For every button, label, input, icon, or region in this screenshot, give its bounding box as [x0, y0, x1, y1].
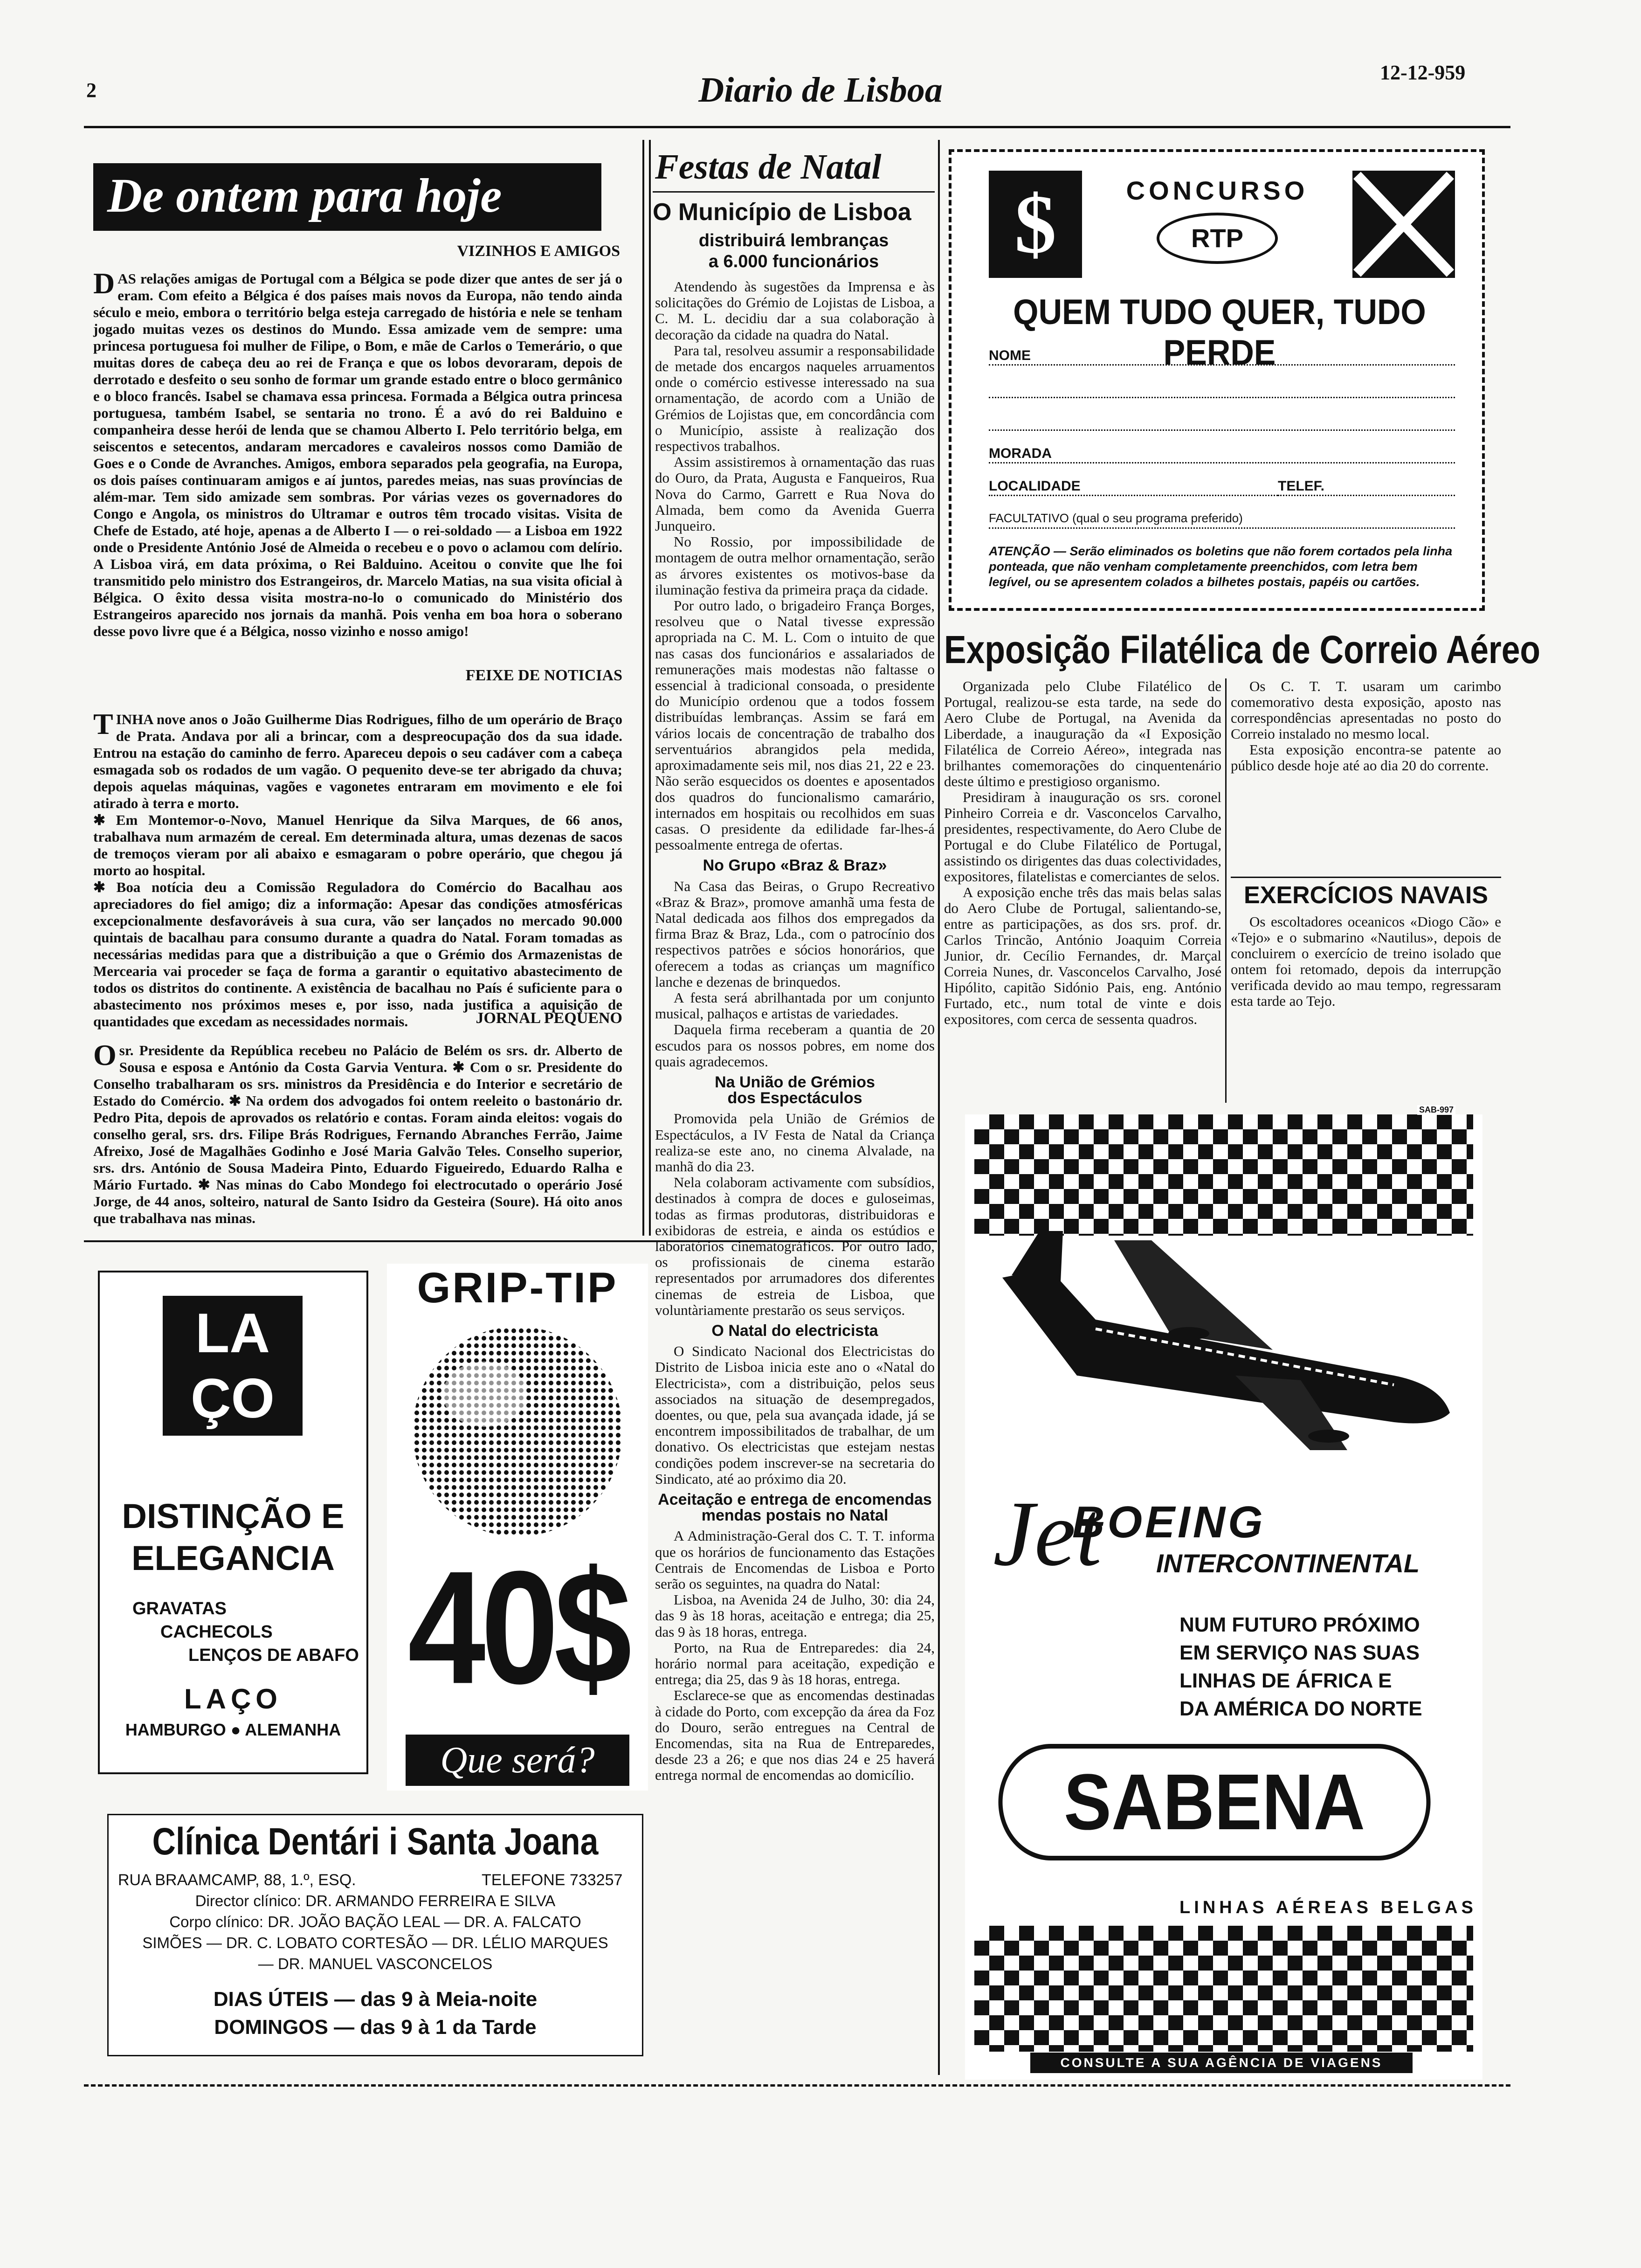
checker-band-top: [974, 1114, 1473, 1236]
festas-p11: O Sindicato Nacional dos Electricistas do Distrito de Lisboa inicia este ano o «Natal do Electricista», com a distribuição, pelos seus associados na situação de desempregados, doentes, ou que, pela sua avançada idade, já se encontrem impossibilitados de trabalhar, de um donativo. Os electricistas que estejam nestas condições podem inscrever-se na secretaria do Sindicato, até ao próximo dia 20.: [655, 1343, 935, 1487]
clinica-director: Director clínico: DR. ARMANDO FERREIRA E SILVA: [195, 1892, 556, 1909]
field-localidade[interactable]: [989, 478, 1278, 496]
exposicao-left-p2: Presidiram à inauguração os srs. coronel Pinheiro Correia e dr. Vasconcelos Carvalho, presidentes, respectivamente, do Aero Clube de Portugal e do Clube Filatélico de Portugal, assistindo os dirigentes das duas colectividades, expositores, filatelistas e comerciantes de selos.: [944, 789, 1221, 885]
festas-headline: O Município de Lisboa: [653, 199, 911, 226]
clinica-staff1: Corpo clínico: DR. JOÃO BAÇÃO LEAL — DR. A. FALCATO: [169, 1913, 581, 1930]
clinica-staff2: SIMÕES — DR. C. LOBATO CORTESÃO — DR. LÉLIO MARQUES: [142, 1934, 608, 1951]
concurso-title: CONCURSO: [1126, 176, 1309, 205]
griptip-ball-graphic: [406, 1320, 629, 1543]
exposicao-left-p3: A exposição enche três das mais belas salas do Aero Clube de Portugal, salientando-se, entre as participações, as dos srs. prof. dr. Carlos Trincão, António Joaquim Correia Junior, dr. Cecílio Fernandes, dr. Marçal Correia Nunes, dr. Vasconcelos Carvalho, José Hipólito, capitão Sidónio Pais, eng. António Furtado, etc., num total de vinte e dois expositores, com cerca de sessenta quadros.: [944, 884, 1221, 1027]
field-nome-line2[interactable]: [989, 380, 1455, 398]
banner-text: De ontem para hoje: [107, 169, 502, 222]
laco-logo-l2: ÇO: [191, 1367, 275, 1430]
festas-p5: Por outro lado, o brigadeiro França Borges, resolveu que o Natal tivesse expressão apropriada na C. M. L. Com o intuito de que nas casas dos funcionários e assalariados de remunerações mais modestas não faltasse o essencial à tradicional consoada, o presidente do Município ordenou que a todos fossem distribuídas lembranças. Assim se fará em vários locais de concentração de trabalho dos serventuários abrangidos pela medida, aproximadamente seis mil, nos dias 21, 22 e 23. Não serão esquecidos os doentes e aposentados dos quadros do funcionalismo camarário, internados em hospitais ou recolhidos em suas casas. O presidente da edilidade far-lhes-á pessoalmente entrega de ofertas.: [655, 597, 935, 853]
field-nome-label: NOME: [989, 348, 1031, 363]
cross-box-graphic: [1352, 171, 1455, 278]
field-facultativo[interactable]: [989, 511, 1455, 529]
festas-h4: O Natal do electricista: [711, 1322, 878, 1340]
festas-h3b: dos Espectáculos: [727, 1089, 862, 1107]
laco-line1: DISTINÇÃO E: [122, 1497, 345, 1535]
sabena-tag2: EM SERVIÇO NAS SUAS: [1179, 1641, 1420, 1664]
exposicao-headline: Exposição Filatélica de Correio Aéreo: [944, 628, 1541, 671]
festas-article: [655, 279, 935, 2083]
article-vizinhos: DAS relações amigas de Portugal com a Bélgica se pode dizer que antes de ser já o eram. Com efeito a Bélgica é dos países mais novos da Europa, não tendo ainda século e meio, embora o território belga esteja carregado de história e nele se tenham jogado muitas vezes os destinos do Mundo. Essa amizade vem de sempre: uma princesa portuguesa foi mulher de Filipe, o Bom, e mãe de Carlos o Temerário, o que muitas dores de cabeça deu ao rei de França e que os lobos devoraram, depois de derrotado e desfeito o seu sonho de formar um grande estado entre o bloco germânico e o bloco francês. Isabel se chamava essa princesa. Formada a Bélgica outra princesa portuguesa, também Isabel, se sentaria no trono. É a avó do rei Balduino e companheira desse herói de lenda que se chamou Alberto I. Pelo território belga, em seiscentos e setecentos, andaram mercadores e cavaleiros nossos como Damião de Goes e o Conde de Avranches. Amigos, embora separados pela geografia, na Europa, os dois países continuaram amigos e aí juntos, paredes meias, nas suas províncias de além-mar. Tem sido amizade sem sombras. Por várias vezes os governadores do Congo e Angola, os ministros do Ultramar e outros têm trocado visitas. Visita de Chefe de Estado, até hoje, apenas a de Alberto I — o rei-soldado — a Lisboa em 1922 onde o Presidente António José de Almeida o recebeu e o povo o aclamou com delírio. A Lisboa virá, em data próxima, o Rei Balduino. Aceitou o convite que lhe foi transmitido pelo ministro dos Estrangeiros, dr. Marcelo Matias, na sua visita oficial à Bélgica. O êxito dessa visita mostra-no-lo o comunicado do Ministério dos Estrangeiros aparecido nos jornais da manhã. Pois venha em boa hora o soberano desse povo livre que é a Bélgica, nosso vizinho e nosso amigo!: [93, 267, 622, 639]
sabena-code: SAB-997: [1417, 1105, 1455, 1115]
masthead: Diario de Lisboa: [698, 70, 943, 110]
laco-item1: GRAVATAS: [132, 1599, 227, 1618]
festas-p12: A Administração-Geral dos C. T. T. informa que os horários de funcionamento das Estações Centrais de Encomendas de Lisboa e Porto serão os seguintes, na quadra do Natal:: [655, 1528, 935, 1592]
festas-p4: No Rossio, por impossibilidade de montagem de outra melhor ornamentação, serão as árvores existentes os motivos-base da iluminação festiva da primeira praça da cidade.: [655, 533, 935, 598]
griptip-ad: [387, 1264, 648, 1791]
festas-h3a: Na União de Grémios: [715, 1073, 875, 1091]
festas-p14: Porto, na Rua de Entreparedes: dia 24, horário normal para aceitação, expedição e entrega; dia 25, das 9 às 18 horas, entrega.: [655, 1639, 935, 1688]
feixe-paragraph-1: TINHA nove anos o João Guilherme Dias Rodrigues, filho de um operário de Braço de Prata. Andava por ali a brincar, com a despreocupação dos da sua idade. Entrou na estação do caminho de ferro. Apareceu depois o seu cadáver com a cabeça esmagada sob os rodados de um vagão. O pequenito deve-se ter abrigado da chuva; depois aquelas máquinas, vagões e vagonetes entraram em movimento e ele foi atirado à terra e morto.: [93, 707, 622, 811]
festas-h5b: mendas postais no Natal: [701, 1507, 889, 1525]
festas-h5a: Aceitação e entrega de encomendas: [658, 1491, 932, 1509]
clinica-hours1: DIAS ÚTEIS — das 9 à Meia-noite: [213, 1988, 538, 2011]
festas-h2: No Grupo «Braz & Braz»: [703, 857, 887, 875]
exposicao-left-column: [944, 678, 1221, 1121]
column-divider-1b: [649, 140, 651, 1236]
laco-ad: [98, 1271, 368, 1774]
exposicao-right-p2: Esta exposição encontra-se patente ao público desde hoje até ao dia 20 do corrente.: [1231, 741, 1501, 774]
laco-location: HAMBURGO ● ALEMANHA: [125, 1720, 341, 1739]
festas-p2: Para tal, resolveu assumir a responsabilidade de metade dos encargos naqueles arruamentos onde o comércio estivesse interessado na sua ornamentação, de acordo com a União de Grémios de Lojistas que, em concordância com o Município, assiste à realização dos respectivos trabalhos.: [655, 342, 935, 455]
exposicao-left-p1: Organizada pelo Clube Filatélico de Portugal, realizou-se esta tarde, na sede do Aero Clube de Portugal, na Avenida da Liberdade, a inauguração da «I Exposição Filatélica de Correio Aéreo», integrada nas brilhantes comemorações do cinquentenário deste último e prestigioso organismo.: [944, 678, 1221, 789]
exposicao-divider: [1225, 678, 1227, 1103]
laco-item3: LENÇOS DE ABAFO: [188, 1646, 359, 1665]
concurso-notice: ATENÇÃO — Serão eliminados os boletins que não forem cortados pela linha ponteada, que não venham completamente preenchidos, com letra bem legível, ou se apresentem colados a bilhetes postais, papéis ou cartões.: [989, 544, 1453, 589]
festas-p3: Assim assistiremos à ornamentação das ruas do Ouro, da Prata, Augusta e Fanqueiros, Rua Nova do Carmo, Garrett e Rua Nova do Almada, bem como da Avenida Guerra Junqueiro.: [655, 454, 935, 534]
festas-rule: [653, 191, 935, 193]
footer-rule: [84, 2084, 1510, 2087]
laco-logo: [163, 1296, 303, 1436]
sabena-footer: CONSULTE A SUA AGÊNCIA DE VIAGENS: [1060, 2055, 1383, 2070]
clinica-ad: [107, 1814, 643, 2056]
griptip-price: 40$: [407, 1537, 627, 1717]
sabena-footer-bar: [1030, 2053, 1413, 2073]
section-title-vizinhos: VIZINHOS E AMIGOS: [457, 242, 620, 260]
concurso-coupon[interactable]: [949, 149, 1485, 611]
banner-de-ontem: [93, 163, 601, 231]
field-nome[interactable]: [989, 348, 1455, 366]
feixe-paragraph-2: ✱ Em Montemor-o-Novo, Manuel Henrique da Silva Marques, de 66 anos, trabalhava num armazém de cereal. Em determinada altura, umas dezenas de sacos de tremoços vieram por ali abaixo e esmagaram o pobre operário, que chegou já morto ao hospital.: [93, 812, 622, 878]
sabena-tag3: LINHAS DE ÁFRICA E: [1179, 1669, 1392, 1692]
rtp-logo-text: RTP: [1191, 223, 1243, 253]
boeing-label: BOEING: [1072, 1497, 1266, 1547]
field-morada-label: MORADA: [989, 446, 1052, 461]
festas-p13: Lisboa, na Avenida 24 de Julho, 30: dia 24, das 9 às 18 horas, aceitação e entrega; dia 25, das 9 às 18 horas, entrega.: [655, 1591, 935, 1640]
boeing-jet-script: Jet: [993, 1482, 1102, 1585]
festas-p6: Na Casa das Beiras, o Grupo Recreativo «Braz & Braz», promove amanhã uma festa de Natal dedicada aos filhos dos empregados da firma Braz & Braz, Lda., com o patrocínio dos respectivos patrões e sócios honorários, que oferecem a todas as crianças um magnífico lanche e dezenas de brinquedos.: [655, 878, 935, 990]
festas-p7: A festa será abrilhantada por um conjunto musical, palhaços e artistas de variedades.: [655, 989, 935, 1022]
concurso-headline: QUEM TUDO QUER, TUDO PERDE: [1013, 292, 1426, 373]
laco-logo-l1: LA: [195, 1302, 270, 1364]
exposicao-right-p1: Os C. T. T. usaram um carimbo comemorativo desta exposição, aposto nas correspondências apresentadas no posto do Correio instalado no mesmo local.: [1231, 678, 1501, 742]
section-title-jornal: JORNAL PEQUENO: [476, 1010, 622, 1027]
field-telef[interactable]: [1278, 478, 1455, 496]
navais-text: Os escoltadores oceanicos «Diogo Cão» e «Tejo» e o submarino «Nautilus», depois de concluirem o exercício de treino isolado que ontem foi retomado, depois da interrupção verificada devido ao mau tempo, regressaram esta tarde ao Tejo.: [1231, 913, 1501, 1009]
field-telef-label: TELEF.: [1278, 478, 1325, 494]
clinica-address: RUA BRAAMCAMP, 88, 1.º, ESQ.: [118, 1871, 356, 1889]
festas-p15: Esclarece-se que as encomendas destinadas à cidade do Porto, com excepção da área da Foz do Douro, serão entregues na Central de Encomendas, sita na Rua de Entreparedes, desde 23 a 26; e que nos dias 24 e 25 haverá entrega normal de encomendas ao domicílio.: [655, 1687, 935, 1784]
griptip-tagline-box: [406, 1735, 629, 1786]
field-nome-line3[interactable]: [989, 413, 1455, 431]
article-jornal: Osr. Presidente da República recebeu no Palácio de Belém os srs. dr. Alberto de Sousa e esposa e António da Costa Garvia Ventura. ✱ Com o sr. Presidente do Conselho trabalharam os srs. ministros da Presidência e do Interior e secretário de Estado do Comércio. ✱ Na ordem dos advogados foi ontem reeleito o bastonário dr. Pedro Pita, depois de aprovados os relatório e contas. Foram ainda eleitos: vogais do conselho geral, srs. drs. Filipe Brás Rodrigues, Fernando Abranches Ferrão, Jaime Afreixo, José de Magalhães Godinho e José Maria Galvão Teles. Conselho superior, srs. drs. António de Sousa Madeira Pinto, Eduardo Figueiredo, Eduardo Ralha e Mário Furtado. ✱ Nas minas do Cabo Mondego foi electrocutado o operário José Jorge, de 44 anos, solteiro, natural de Santo Isidro da Gesteira (Soure). Há oito anos que trabalhava nas minas.: [93, 1038, 622, 1226]
navais-headline: EXERCÍCIOS NAVAIS: [1244, 882, 1488, 909]
section-title-feixe: FEIXE DE NOTICIAS: [465, 667, 622, 684]
clinica-staff3: — DR. MANUEL VASCONCELOS: [258, 1955, 493, 1972]
dollar-box: $: [989, 171, 1082, 278]
feixe-paragraph-3: ✱ Boa notícia deu a Comissão Reguladora do Comércio do Bacalhau aos apreciadores do fiel amigo; diz a informação: Apesar das condições atmosféricas excepcionalmente desfavoráveis à sua cura, vão ser lançados no mercado 90.000 quintais de bacalhau para consumo durante a quadra do Natal. Foram tomadas as necessárias medidas para que a distribuição a que o Grémio dos Armazenistas de Mercearia vai proceder se faça de forma a garantir o equitativo abastecimento de todos os distritos do continente. A existência de bacalhau no País é suficiente para o abastecimento nos próximos meses e, por isso, nada justifica a aquisição de quantidades que excedam as necessidades normais.: [93, 879, 622, 1030]
festas-p9: Promovida pela União de Grémios de Espectáculos, a IV Festa de Natal da Criança realiza-se este ano, no cinema Alvalade, na manhã do dia 23.: [655, 1110, 935, 1175]
sabena-brand: SABENA: [1063, 1758, 1365, 1846]
field-localidade-label: LOCALIDADE: [989, 478, 1081, 494]
column-divider-2: [938, 140, 940, 2075]
issue-date: 12-12-959: [1380, 61, 1466, 84]
boeing-airplane-graphic: [974, 1222, 1473, 1464]
festas-p8: Daquela firma receberam a quantia de 20 escudos para os nossos pobres, em nome dos quais agradecemos.: [655, 1021, 935, 1070]
griptip-title: GRIP-TIP: [417, 1264, 618, 1312]
clinica-phone: TELEFONE 733257: [482, 1871, 623, 1889]
sabena-tag4: DA AMÉRICA DO NORTE: [1179, 1697, 1422, 1720]
sabena-tag1: NUM FUTURO PRÓXIMO: [1179, 1613, 1420, 1636]
laco-line2: ELEGANCIA: [131, 1539, 335, 1577]
sabena-logo: [999, 1744, 1431, 1860]
festas-p1: Atendendo às sugestões da Imprensa e às solicitações do Grémio de Lojistas de Lisboa, a C. M. L. decidiu dar a sua colaboração à decoração da cidade na quadra do Natal.: [655, 278, 935, 343]
section-festas-natal: Festas de Natal: [655, 147, 882, 187]
sabena-subtitle: LINHAS AÉREAS BELGAS: [1179, 1898, 1477, 1917]
field-morada[interactable]: [989, 446, 1455, 463]
sabena-ad: [965, 1105, 1482, 2080]
festas-subhead1: distribuirá lembranças: [698, 231, 889, 250]
navais-rule: [1231, 877, 1501, 878]
rtp-logo: [1157, 213, 1278, 264]
laco-brand: LAÇO: [184, 1683, 282, 1715]
laco-item2: CACHECOLS: [160, 1622, 273, 1642]
header-rule: [84, 126, 1510, 128]
festas-subhead2: a 6.000 funcionários: [708, 252, 879, 271]
clinica-title: Clínica Dentári i Santa Joana: [152, 1820, 599, 1863]
griptip-tagline: Que será?: [440, 1740, 595, 1781]
clinica-hours2: DOMINGOS — das 9 à 1 da Tarde: [214, 2016, 537, 2039]
checker-band-bottom: [974, 1926, 1473, 2052]
exposicao-right-column: [1231, 678, 1501, 865]
column-divider-1: [642, 140, 644, 1236]
festas-p10: Nela colaboram activamente com subsídios, destinados à compra de doces e guloseimas, todas as firmas produtoras, distribuidoras e exibidoras de estreia, e ainda os estúdios e laboratórios cinematográficos. Por outro lado, os profissionais de cinema estarão representados por arrumadores dos diferentes cinemas de estreia de Lisboa, que voluntàriamente prestarão os seus serviços.: [655, 1174, 935, 1318]
page-number: 2: [86, 79, 97, 102]
intercontinental-label: INTERCONTINENTAL: [1156, 1549, 1420, 1578]
field-facultativo-label: FACULTATIVO (qual o seu programa preferido): [989, 511, 1243, 525]
